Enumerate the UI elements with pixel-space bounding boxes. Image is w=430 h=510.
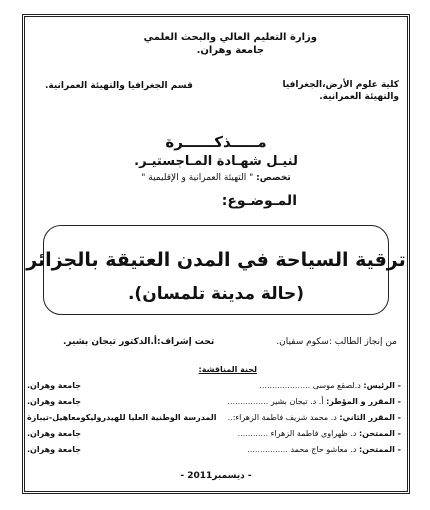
page-frame bbox=[22, 14, 410, 494]
specialization-value: " التهيئة العمرانية و الإقليمية " bbox=[141, 173, 254, 183]
subject-label: المـوضـوع: bbox=[221, 193, 297, 209]
member-name: د.لصقع موسى bbox=[312, 381, 364, 390]
subject-case-study: (حالة مدينة تلمسان). bbox=[127, 284, 305, 304]
committee-members bbox=[27, 381, 401, 461]
faculty-line-2: والتهيئة العمرانية. bbox=[319, 92, 399, 102]
specialization-line bbox=[25, 173, 407, 183]
member-institution: جامعة وهران. bbox=[27, 397, 81, 406]
committee-title: لجنة المناقشة: bbox=[198, 365, 257, 374]
member-name: د. محمد شريف فاطمة الزهراء: bbox=[232, 413, 340, 422]
subject-title: ترقية السياحة في المدن العتيقة بالجزائر bbox=[26, 249, 406, 271]
member-name: د. معاشو حاج محمد bbox=[290, 445, 359, 454]
committee-member bbox=[27, 381, 401, 394]
member-dots: .. bbox=[227, 413, 233, 422]
member-name: د. ظهراوي فاطمة الزهراء bbox=[270, 429, 359, 438]
member-role: - المقرر الثاني: bbox=[339, 413, 401, 422]
faculty-line-1: كلية علوم الأرض،الجغرافيا bbox=[282, 80, 399, 90]
member-institution: جامعة وهران. bbox=[27, 381, 81, 390]
committee-member bbox=[27, 429, 401, 442]
prepared-by: من إنجاز الطالب :سكوم سفيان. bbox=[276, 337, 397, 347]
ministry-name: وزارة التعليم العالي والبحث العلمي bbox=[143, 32, 317, 43]
member-institution: المدرسة الوطنية العليا للهيدروليكومعاهيل-تيبازة bbox=[27, 413, 217, 422]
member-role: - المقرر و المؤطر: bbox=[326, 397, 401, 406]
faculty-name bbox=[282, 79, 399, 103]
member-dots: ................ bbox=[227, 397, 271, 406]
member-role: - الممتحن: bbox=[358, 429, 401, 438]
department-geography: قسم الجغرافيا والتهيئة العمرانية. bbox=[45, 81, 193, 91]
committee-member bbox=[27, 445, 401, 458]
member-dots: ................ bbox=[247, 445, 291, 454]
university-name: جامعة وهران. bbox=[196, 45, 265, 56]
degree-line: لنيـل شهـادة المـاجستيـر. bbox=[134, 154, 298, 169]
defense-date: - ديسمبر2011 - bbox=[180, 471, 252, 481]
memo-title: مـــــذكــــــرة bbox=[165, 133, 267, 151]
member-institution: جامعة وهران. bbox=[27, 445, 81, 454]
committee-member bbox=[27, 413, 401, 426]
ministry-header bbox=[144, 31, 317, 57]
member-role: - الرئيس: bbox=[363, 381, 401, 390]
specialization-label: تخصص: bbox=[256, 173, 291, 183]
member-name: أ. د. تيجان بشير bbox=[270, 397, 327, 406]
committee-member bbox=[27, 397, 401, 410]
member-institution: جامعة وهران. bbox=[27, 429, 81, 438]
member-role: - الممتحن: bbox=[358, 445, 401, 454]
member-dots: ............ bbox=[237, 429, 271, 438]
supervised-by: تحت إشراف:أ.الدكتور تيجان بشير. bbox=[63, 337, 215, 347]
member-dots: .................... bbox=[259, 381, 313, 390]
